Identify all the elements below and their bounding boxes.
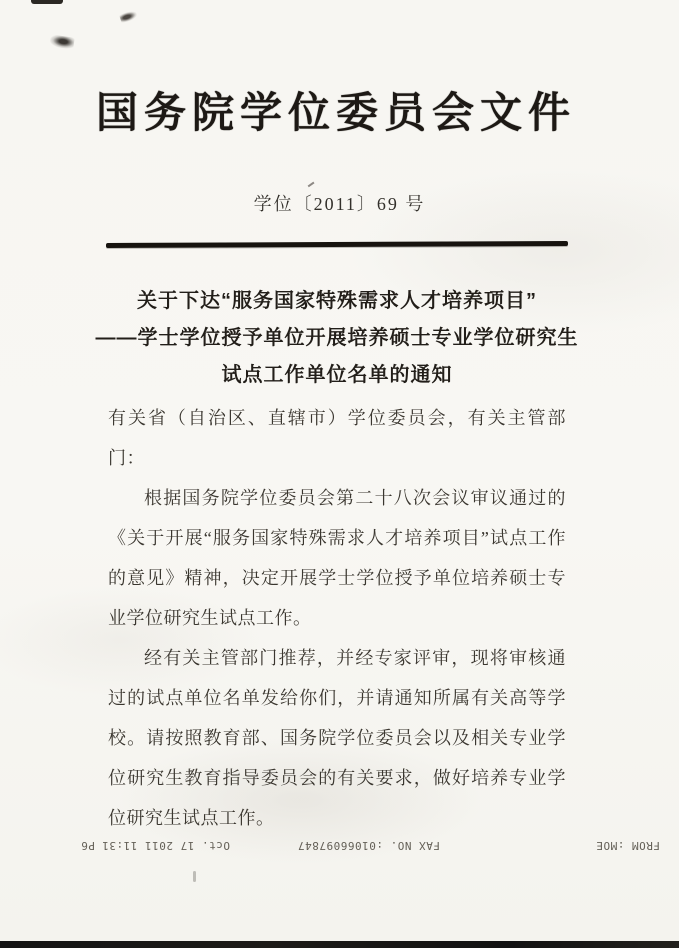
document-number: 学位〔2011〕69 号	[253, 194, 426, 214]
fax-page-label: P6	[80, 839, 95, 852]
scan-edge-mark	[31, 0, 63, 4]
salutation-line: 有关省（自治区、直辖市）学位委员会，有关主管部门：	[108, 408, 566, 468]
fax-from-label: FROM :MOE	[595, 839, 660, 852]
notice-body	[108, 398, 566, 838]
notice-title-line-2: ——学士学位授予单位开展培养硕士专业学位研究生	[95, 327, 579, 349]
fax-transmission-header	[0, 836, 679, 852]
ink-smudge	[49, 34, 74, 49]
body-paragraph-2: 经有关主管部门推荐，并经专家评审，现将审核通过的试点单位名单发给你们，并请通知所属有关高等学校。请按照教育部、国务院学位委员会以及相关专业学位研究生教育指导委员会的有关要求，做好培养专业学位研究生试点工作。	[108, 648, 566, 828]
notice-title	[90, 283, 584, 394]
scan-edge-bar	[0, 941, 679, 948]
ink-smudge	[119, 10, 138, 24]
letterhead-title: 国务院学位委员会文件	[96, 91, 577, 137]
notice-title-line-3: 试点工作单位名单的通知	[221, 364, 453, 386]
letterhead-divider-rule	[106, 241, 568, 248]
notice-title-line-1: 关于下达“服务国家特殊需求人才培养项目”	[137, 290, 537, 312]
fax-number-label: FAX NO. :01066097847	[297, 839, 440, 852]
body-paragraph-1: 根据国务院学位委员会第二十八次会议审议通过的《关于开展“服务国家特殊需求人才培养项目”试点工作的意见》精神，决定开展学士学位授予单位培养硕士专业学位研究生试点工作。	[108, 488, 566, 628]
fax-datetime-label: Oct. 17 2011 11:31	[101, 839, 230, 852]
ink-smudge	[193, 871, 196, 882]
